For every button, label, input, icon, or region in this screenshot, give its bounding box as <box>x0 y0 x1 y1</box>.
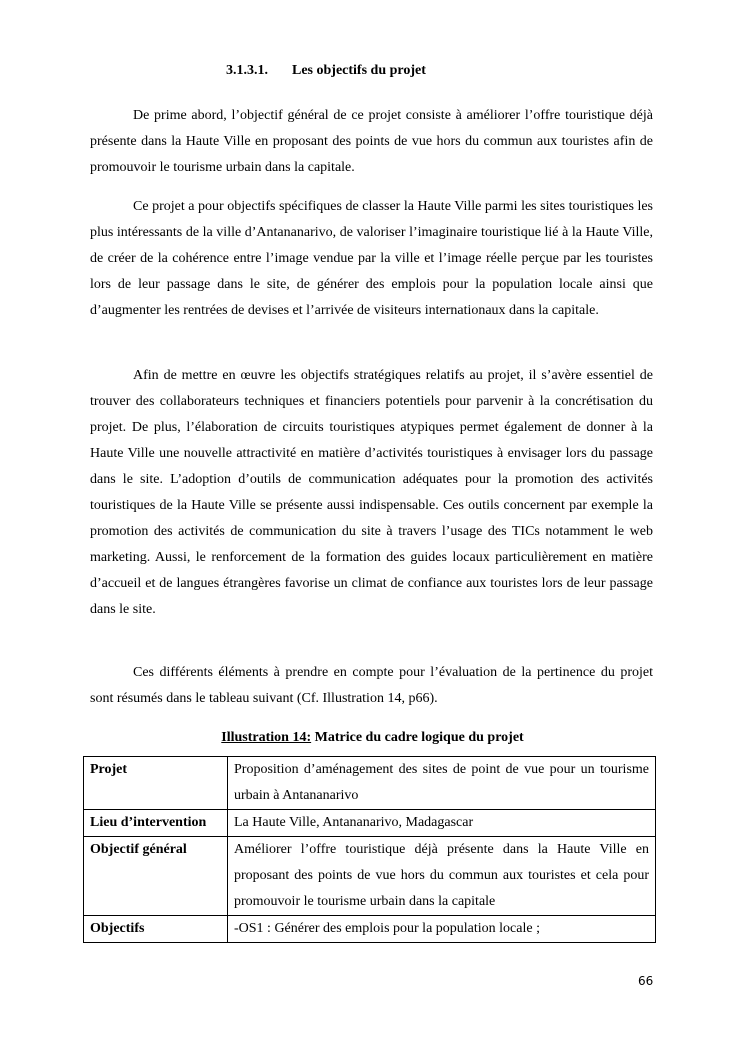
logical-framework-table <box>83 756 656 943</box>
paragraph-2: Ce projet a pour objectifs spécifiques de classer la Haute Ville parmi les sites touristiques les plus intéressants de la ville d’Antananarivo, de valoriser l’imaginaire touristique lié à la Haute Ville, de créer de la cohérence entre l’image vendue par la ville et l’image réelle perçue par les touristes lors de leur passage dans le site, de générer des emplois pour la population locale ainsi que d’augmenter les rentrées de devises et l’arrivée de visiteurs internationaux dans la capitale. <box>90 199 653 318</box>
row-value: -OS1 : Générer des emplois pour la population locale ; <box>228 916 656 943</box>
paragraph-1: De prime abord, l’objectif général de ce projet consiste à améliorer l’offre touristique déjà présente dans la Haute Ville en proposant des points de vue hors du commun aux touristes afin de promouvoir le tourisme urbain dans la capitale. <box>90 108 653 175</box>
caption-label: Illustration 14: <box>221 730 312 745</box>
page-number: 66 <box>638 974 654 988</box>
row-value: Améliorer l’offre touristique déjà présente dans la Haute Ville en proposant des points de vue hors du commun aux touristes et cela pour promouvoir le tourisme urbain dans la capitale <box>228 837 656 916</box>
paragraph-3: Afin de mettre en œuvre les objectifs stratégiques relatifs au projet, il s’avère essentiel de trouver des collaborateurs techniques et financiers potentiels pour parvenir à la concrétisation du projet. De plus, l’élaboration de circuits touristiques atypiques permet également de donner à la Haute Ville une nouvelle attractivité en matière d’activités touristiques à envisager lors du passage dans le site. L’adoption d’outils de communication adéquates pour la promotion des activités touristiques de la Haute Ville se présente aussi indispensable. Ces outils concernent par exemple la promotion des activités de communication du site à travers l’usage des TICs notamment le web marketing. Aussi, le renforcement de la formation des guides locaux particulièrement en matière d’accueil et de langues étrangères favorise un climat de confiance aux touristes lors de leur passage dans le site. <box>90 368 653 617</box>
row-key: Lieu d’intervention <box>84 810 228 837</box>
table-row <box>84 837 656 916</box>
row-key: Objectif général <box>84 837 228 916</box>
paragraph-4: Ces différents éléments à prendre en compte pour l’évaluation de la pertinence du projet sont résumés dans le tableau suivant (Cf. Illustration 14, p66). <box>90 665 653 706</box>
row-value: Proposition d’aménagement des sites de point de vue pour un tourisme urbain à Antananarivo <box>228 757 656 810</box>
row-value: La Haute Ville, Antananarivo, Madagascar <box>228 810 656 837</box>
table-row <box>84 757 656 810</box>
section-title: Les objectifs du projet <box>292 63 426 78</box>
table-row <box>84 810 656 837</box>
illustration-caption <box>0 728 745 748</box>
row-key: Objectifs <box>84 916 228 943</box>
table-row <box>84 916 656 943</box>
section-heading <box>226 63 426 79</box>
row-key: Projet <box>84 757 228 810</box>
section-number: 3.1.3.1. <box>226 63 268 78</box>
caption-text: Matrice du cadre logique du projet <box>311 730 524 745</box>
